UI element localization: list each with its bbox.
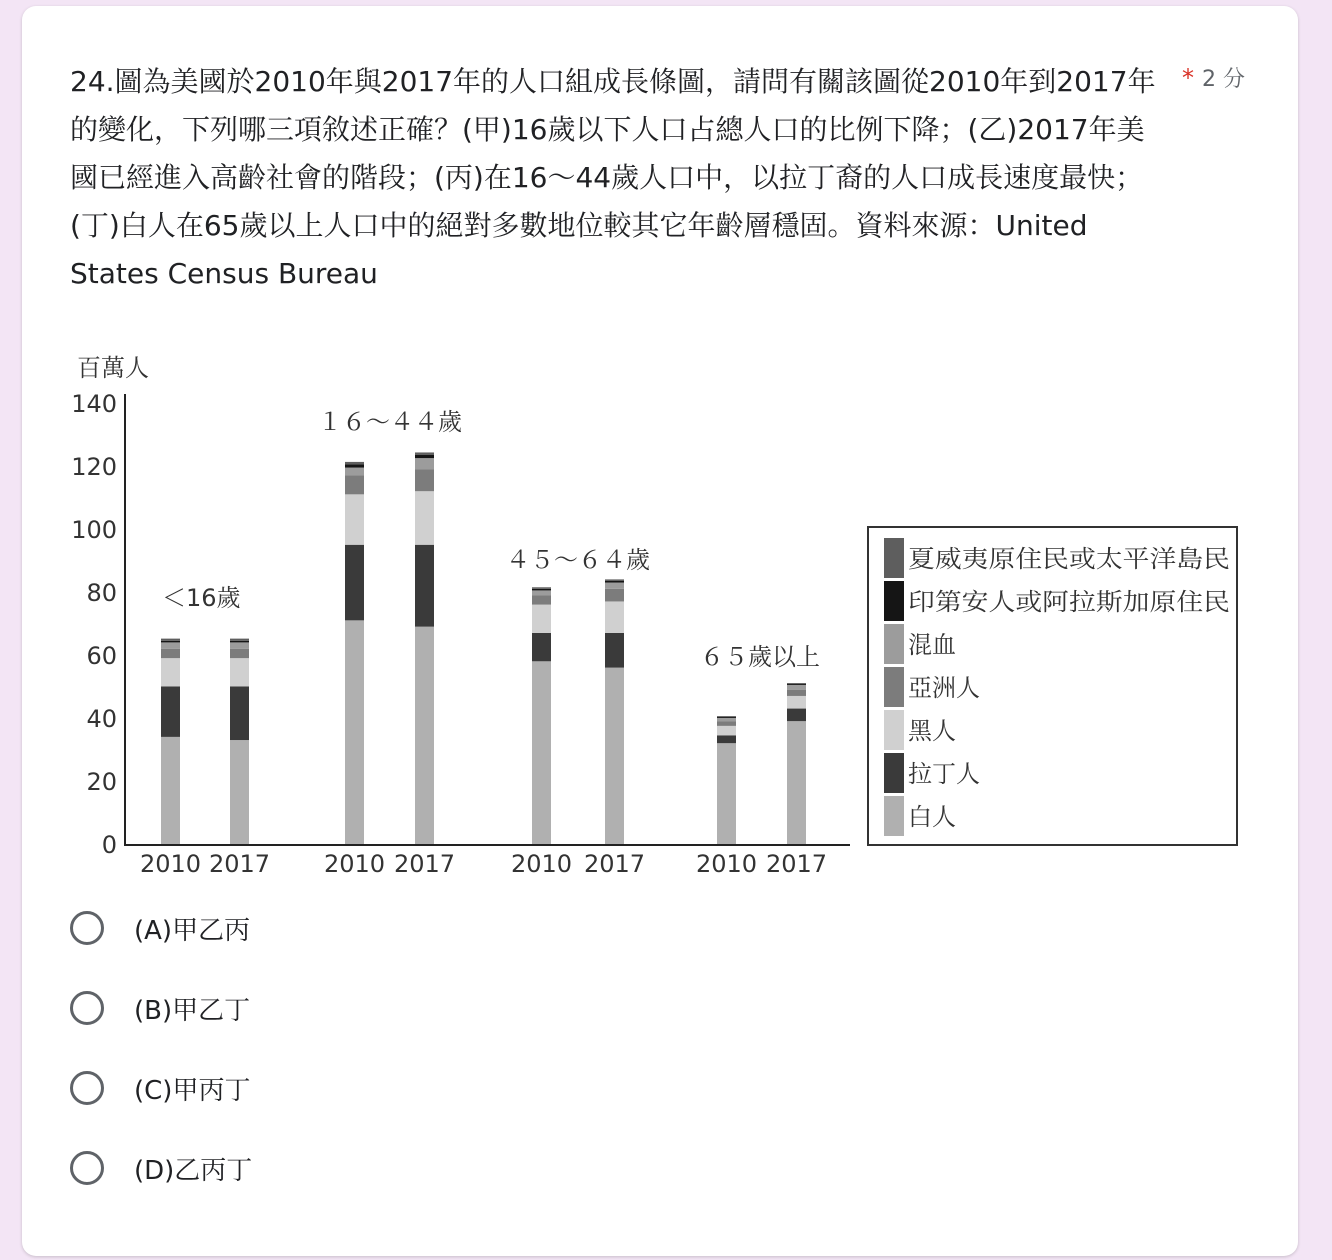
bar-segment (345, 464, 364, 467)
legend-label: 拉丁人 (908, 760, 980, 788)
bar-segment (787, 685, 806, 690)
legend-label: 亞洲人 (908, 674, 980, 702)
option-b[interactable] (70, 984, 470, 1032)
legend-label: 混血 (908, 631, 956, 659)
option-label-b: (B)甲乙丁 (134, 995, 251, 1026)
bar-segment (717, 735, 736, 743)
bar-segment (605, 581, 624, 583)
group-label: ４５～６４歲 (506, 546, 650, 574)
radio-button-b[interactable] (70, 991, 104, 1025)
y-tick-label: 60 (86, 642, 117, 670)
y-tick-label: 100 (71, 516, 117, 544)
group-label: １６～４４歲 (318, 408, 462, 436)
option-label-a: (A)甲乙丙 (134, 915, 251, 946)
x-tick-label: 2017 (583, 850, 646, 878)
legend-swatch (884, 581, 904, 621)
option-label-c: (C)甲丙丁 (134, 1075, 251, 1106)
points-value: 2 分 (1202, 67, 1245, 92)
bar-segment (605, 601, 624, 633)
bar-segment (605, 668, 624, 844)
bar-segment (717, 726, 736, 735)
legend-label: 印第安人或阿拉斯加原住民 (908, 588, 1230, 616)
legend-swatch (884, 667, 904, 707)
bar-segment (787, 684, 806, 685)
y-tick-label: 40 (86, 705, 117, 733)
bar-segment (415, 455, 434, 458)
bar-segment (787, 721, 806, 844)
bar-segment (717, 743, 736, 844)
y-tick-label: 20 (86, 768, 117, 796)
bar-segment (345, 468, 364, 476)
bar-segment (532, 589, 551, 591)
bar-segment (230, 649, 249, 658)
bar-segment (532, 587, 551, 589)
legend-swatch (884, 710, 904, 750)
option-a[interactable] (70, 904, 470, 952)
y-tick-label: 0 (101, 831, 117, 859)
legend-label: 白人 (908, 803, 956, 831)
option-label-d: (D)乙丙丁 (134, 1155, 253, 1186)
bar-segment (345, 545, 364, 621)
bar-segment (717, 721, 736, 726)
bar-segment (717, 716, 736, 717)
bar-segment (415, 545, 434, 627)
y-tick-label: 80 (86, 579, 117, 607)
bar-segment (345, 475, 364, 494)
bar-segment (230, 687, 249, 741)
bar-segment (532, 605, 551, 633)
y-tick-label: 140 (71, 390, 117, 418)
bar-segment (787, 696, 806, 709)
legend-label: 夏威夷原住民或太平洋島民 (908, 545, 1230, 573)
bar-segment (532, 661, 551, 844)
bar-segment (230, 658, 249, 686)
bar-segment (345, 620, 364, 844)
question-text: 24.圖為美國於2010年與2017年的人口組成長條圖，請問有關該圖從2010年到2017年的變化，下列哪三項敘述正確？(甲)16歲以下人口占總人口的比例下降；(乙)2017年美國已經進入高齡社會的階段；(丙)在16～44歲人口中，以拉丁裔的人口成長速度最快；(丁)白人在65歲以上人口中的絕對多數地位較其它年齡層穩固。資料來源：United States Census Bureau (70, 65, 1156, 290)
x-tick-label: 2017 (765, 850, 828, 878)
question-card (22, 6, 1298, 1256)
legend-label: 黑人 (908, 717, 956, 745)
bar-segment (161, 641, 180, 643)
bar-segment (787, 683, 806, 684)
bar-segment (532, 595, 551, 604)
legend-swatch (884, 796, 904, 836)
bar-segment (532, 590, 551, 595)
bar-segment (605, 589, 624, 602)
bar-segment (605, 583, 624, 589)
required-mark: * (1182, 64, 1194, 92)
population-chart (22, 6, 1298, 886)
bar-segment (230, 740, 249, 844)
bar-segment (345, 494, 364, 544)
legend-swatch (884, 538, 904, 578)
bar-segment (787, 709, 806, 722)
bar-segment (415, 491, 434, 545)
bar-segment (161, 687, 180, 737)
bar-segment (161, 737, 180, 844)
x-tick-label: 2010 (510, 850, 573, 878)
bar-segment (345, 462, 364, 465)
bar-segment (787, 690, 806, 696)
radio-button-d[interactable] (70, 1151, 104, 1185)
x-tick-label: 2010 (695, 850, 758, 878)
x-tick-label: 2010 (323, 850, 386, 878)
radio-button-a[interactable] (70, 911, 104, 945)
bar-segment (161, 658, 180, 686)
x-tick-label: 2010 (139, 850, 202, 878)
bar-segment (161, 642, 180, 648)
radio-button-c[interactable] (70, 1071, 104, 1105)
legend-swatch (884, 753, 904, 793)
bar-segment (415, 458, 434, 469)
option-d[interactable] (70, 1144, 470, 1192)
x-tick-label: 2017 (393, 850, 456, 878)
bar-segment (415, 452, 434, 455)
bar-segment (161, 649, 180, 658)
y-axis-label: 百萬人 (77, 354, 149, 382)
bar-segment (230, 639, 249, 641)
option-c[interactable] (70, 1064, 470, 1112)
group-label: ６５歲以上 (700, 643, 820, 671)
bar-segment (605, 579, 624, 581)
bar-segment (532, 633, 551, 661)
bar-segment (230, 642, 249, 648)
group-label: ＜16歲 (162, 584, 241, 612)
y-tick-label: 120 (71, 453, 117, 481)
bar-segment (415, 627, 434, 844)
bar-segment (717, 718, 736, 721)
bar-segment (230, 641, 249, 643)
legend-swatch (884, 624, 904, 664)
bar-segment (717, 717, 736, 718)
bar-segment (415, 469, 434, 491)
bar-segment (605, 633, 624, 668)
bar-segment (161, 639, 180, 641)
x-tick-label: 2017 (208, 850, 271, 878)
